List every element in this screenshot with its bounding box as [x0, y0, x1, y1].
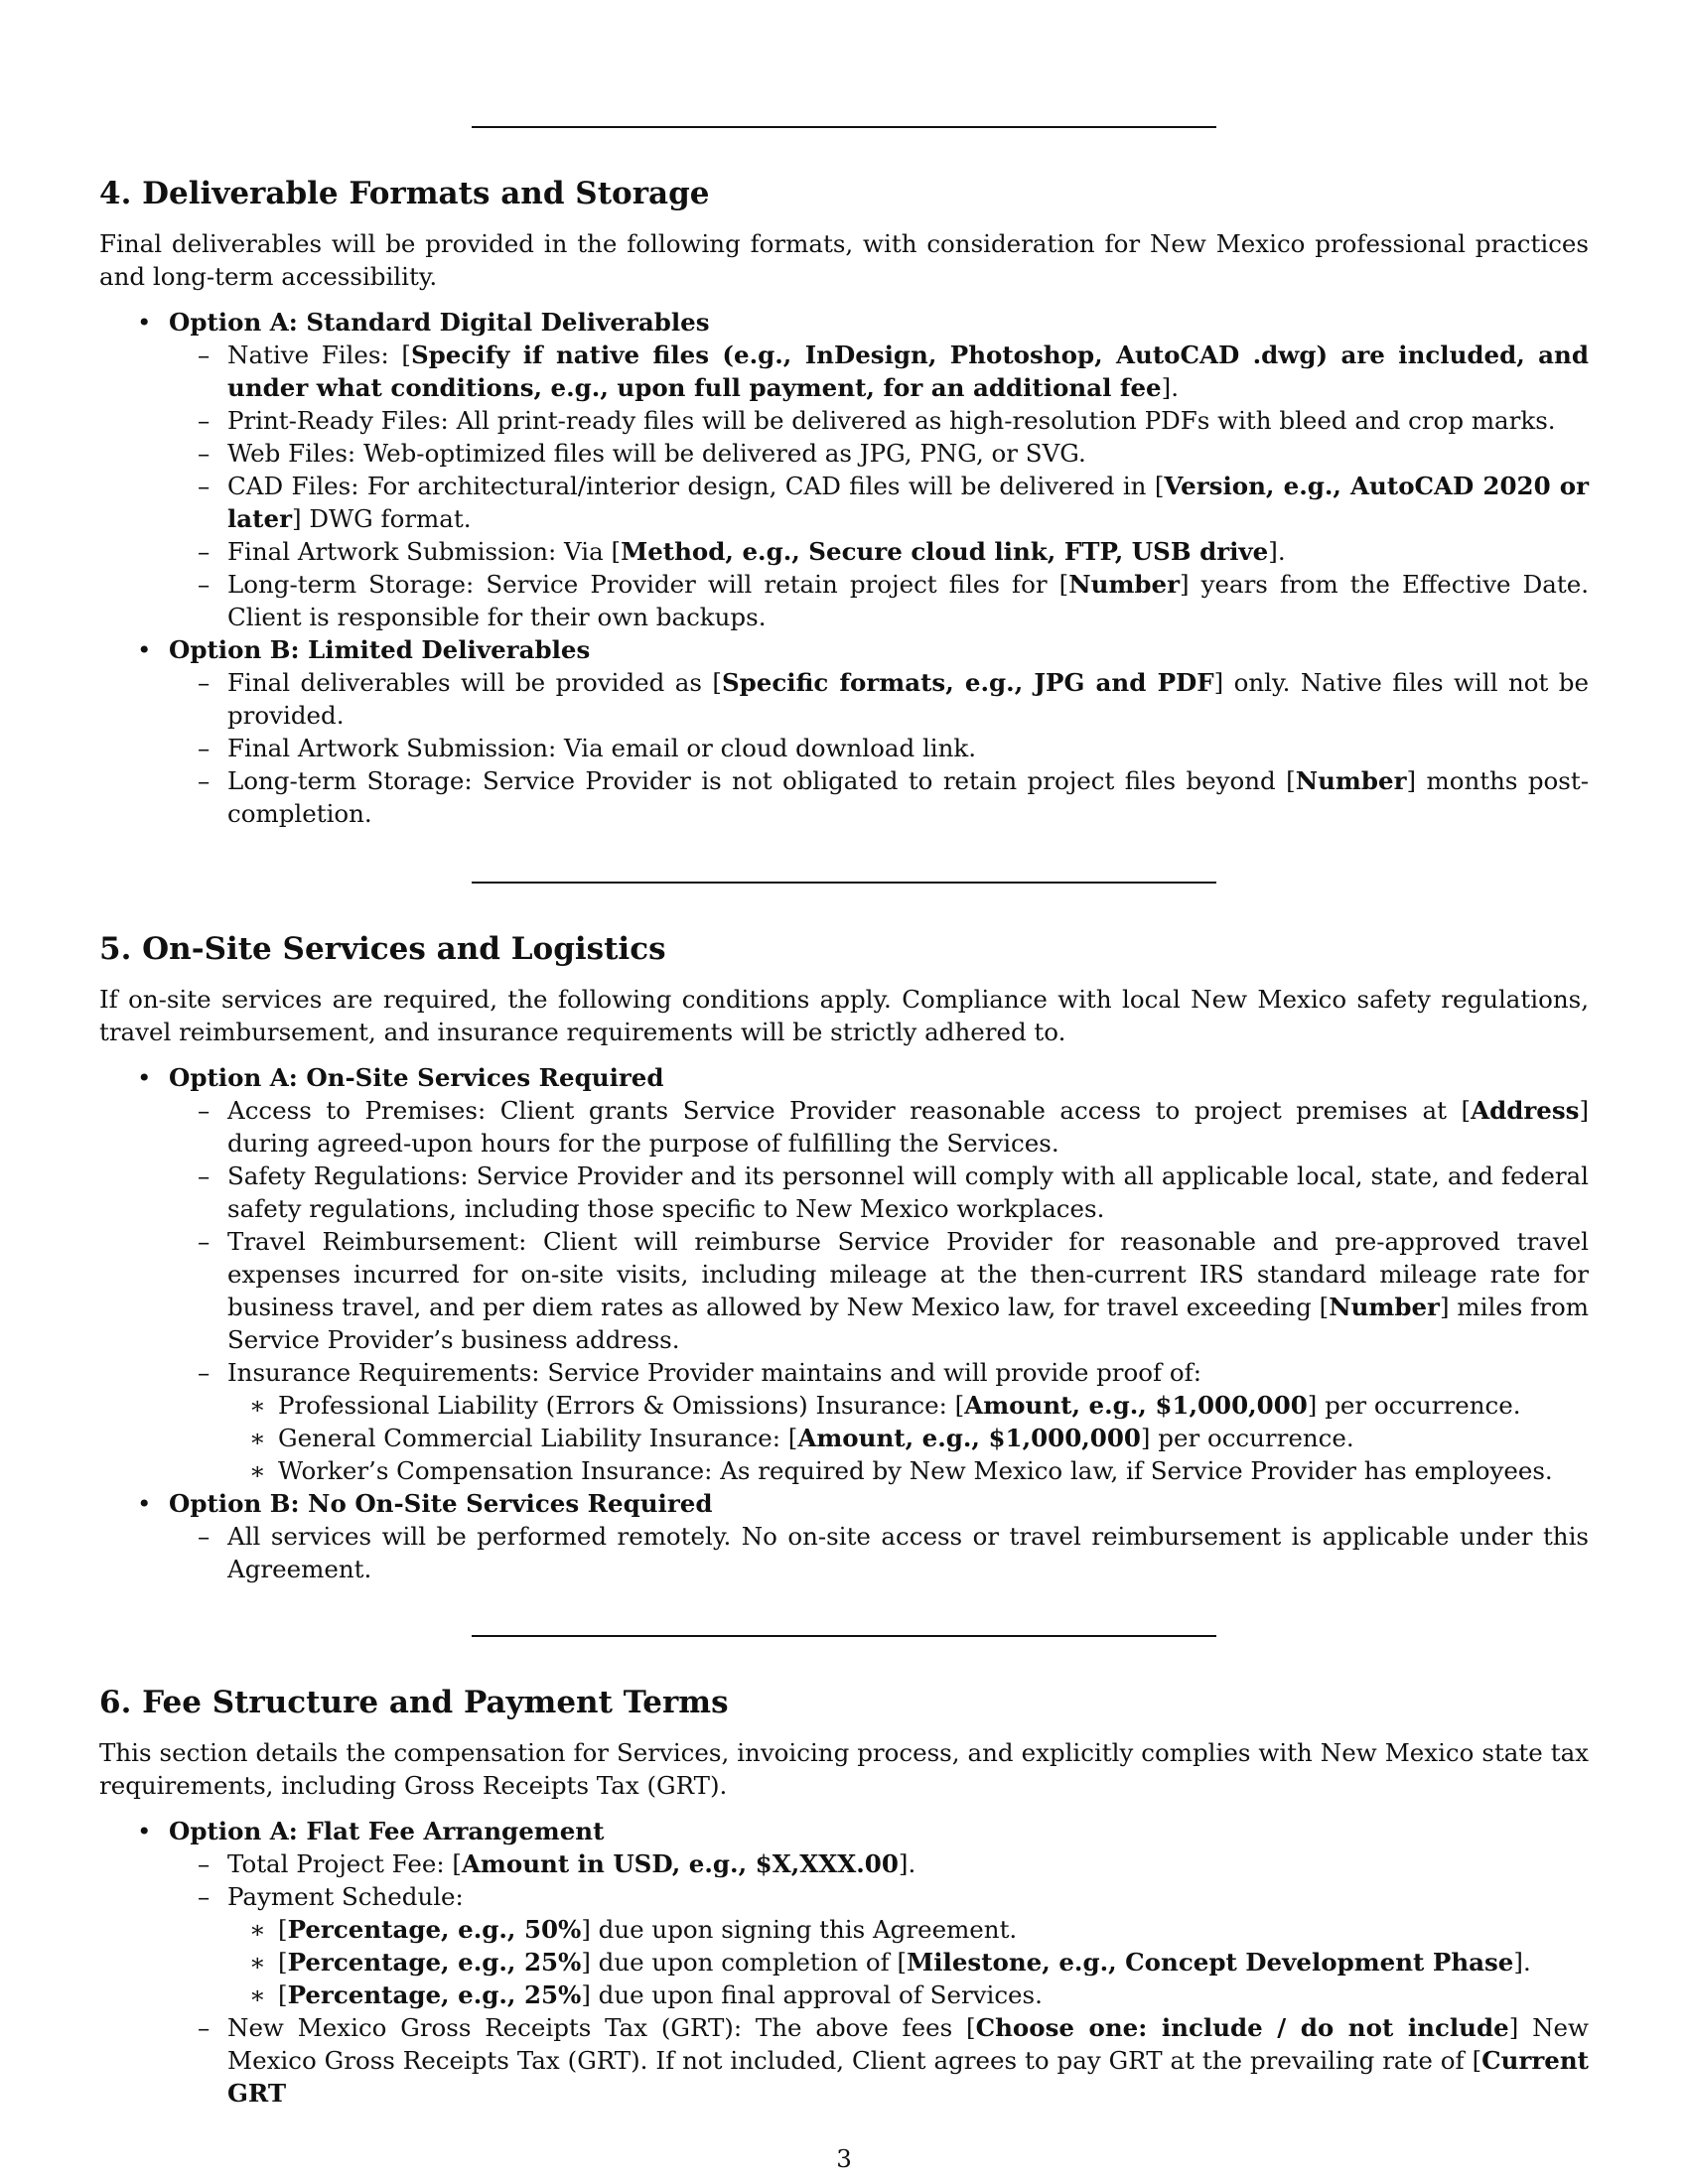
section-5 [99, 931, 1589, 1585]
sub-clause-item [227, 1946, 1589, 1979]
clause-list [169, 1520, 1589, 1585]
sub-clause-item [227, 1913, 1589, 1946]
sub-clause-item [227, 1422, 1589, 1454]
option-item [99, 633, 1589, 830]
placeholder-field: Choose one: include / do not include [975, 2013, 1509, 2042]
clause-text: Worker’s Compensation Insurance: As required by New Mexico law, if Service Provider has employees. [278, 1456, 1553, 1485]
clause-text: ] due upon final approval of Services. [581, 1980, 1043, 2009]
clause-item [169, 437, 1589, 470]
placeholder-field: Percentage, e.g., 50% [287, 1915, 582, 1944]
placeholder-field: Number [1295, 766, 1407, 795]
option-list [99, 1815, 1589, 2110]
section-divider [472, 882, 1216, 884]
option-item [99, 1061, 1589, 1487]
sub-clause-list [227, 1913, 1589, 2011]
section-intro: If on-site services are required, the following conditions apply. Compliance with local New Mexico safety regulations, travel reimbursement, and insurance requirements will be strictly adhered to. [99, 985, 1589, 1046]
clause-item [169, 1847, 1589, 1880]
clause-text: Native Files: [ [227, 341, 411, 369]
clause-text: Final deliverables will be provided as [ [227, 668, 722, 697]
placeholder-field: Number [1329, 1293, 1440, 1321]
clause-item [169, 1225, 1589, 1356]
sub-clause-list [227, 1389, 1589, 1487]
section-heading: 6. Fee Structure and Payment Terms [99, 1685, 729, 1720]
section-intro: Final deliverables will be provided in the following formats, with consideration for New Mexico professional practices and long-term accessibility. [99, 229, 1589, 291]
clause-item [169, 1160, 1589, 1225]
section-4 [99, 176, 1589, 830]
sub-clause-item [227, 1389, 1589, 1422]
clause-text: Access to Premises: Client grants Service Provider reasonable access to project premises at [ [227, 1096, 1472, 1125]
clause-text: ] per occurrence. [1140, 1424, 1354, 1452]
option-title: Option B: No On-Site Services Required [169, 1489, 713, 1518]
placeholder-field: Method, e.g., Secure cloud link, FTP, USB drive [621, 537, 1269, 566]
clause-text: ]. [1161, 373, 1179, 402]
clause-text: [ [278, 1980, 288, 2009]
placeholder-field: Amount, e.g., $1,000,000 [797, 1424, 1141, 1452]
placeholder-field: Milestone, e.g., Concept Development Phase [907, 1948, 1514, 1977]
clause-item [169, 666, 1589, 732]
clause-text: [ [278, 1948, 288, 1977]
clause-text: Professional Liability (Errors & Omissions) Insurance: [ [278, 1391, 965, 1420]
clause-text: ] per occurrence. [1307, 1391, 1521, 1420]
placeholder-field: Amount in USD, e.g., $X,XXX.00 [461, 1849, 899, 1878]
placeholder-field: Percentage, e.g., 25% [287, 1948, 582, 1977]
clause-text: ]. [898, 1849, 916, 1878]
option-list [99, 1061, 1589, 1585]
placeholder-field: Amount, e.g., $1,000,000 [964, 1391, 1308, 1420]
clause-text: ]. [1268, 537, 1286, 566]
clause-list [169, 1094, 1589, 1487]
clause-item [169, 404, 1589, 437]
option-list [99, 306, 1589, 830]
page-number: 3 [836, 2144, 852, 2173]
clause-item [169, 1356, 1589, 1487]
clause-text: New Mexico Gross Receipts Tax (GRT): The above fees [ [227, 2013, 976, 2042]
clause-text: General Commercial Liability Insurance: [ [278, 1424, 798, 1452]
clause-item [169, 339, 1589, 404]
clause-text: Payment Schedule: [227, 1882, 464, 1911]
clause-text: Insurance Requirements: Service Provider maintains and will provide proof of: [227, 1358, 1201, 1387]
section-heading: 4. Deliverable Formats and Storage [99, 176, 710, 211]
clause-item [169, 732, 1589, 764]
clause-text: CAD Files: For architectural/interior design, CAD files will be delivered in [ [227, 472, 1165, 500]
option-item [99, 1487, 1589, 1585]
clause-text: ]. [1513, 1948, 1531, 1977]
clause-list [169, 1847, 1589, 2110]
section-divider [472, 1635, 1216, 1637]
option-item [99, 1815, 1589, 2110]
clause-text: ] miles from Service Provider’s business address. [227, 1293, 1589, 1354]
clause-text: ] New Mexico Gross Receipts Tax (GRT). If not included, Client agrees to pay GRT at the prevailing rate of [ [227, 2013, 1589, 2075]
placeholder-field: Specify if native files (e.g., InDesign, Photoshop, AutoCAD .dwg) are included, and under what conditions, e.g., upon full payment, for an additional fee [227, 341, 1590, 402]
clause-text: Total Project Fee: [ [227, 1849, 462, 1878]
clause-text: ] years from the Effective Date. Client is responsible for their own backups. [227, 570, 1589, 631]
document-page [99, 0, 1589, 2184]
clause-list [169, 339, 1589, 633]
clause-item [169, 764, 1589, 830]
clause-item [169, 1520, 1589, 1585]
clause-item [169, 2011, 1589, 2110]
option-title: Option A: Standard Digital Deliverables [169, 308, 710, 337]
clause-text: ] DWG format. [292, 504, 472, 533]
option-title: Option A: On-Site Services Required [169, 1063, 664, 1092]
sub-clause-item [227, 1979, 1589, 2011]
clause-text: All services will be performed remotely. No on-site access or travel reimbursement is applicable under this Agreement. [227, 1522, 1589, 1583]
clause-text: Safety Regulations: Service Provider and its personnel will comply with all applicable local, state, and federal safety regulations, including those specific to New Mexico workplaces. [227, 1161, 1589, 1223]
clause-text: Long-term Storage: Service Provider is not obligated to retain project files beyond [ [227, 766, 1296, 795]
clause-text: Travel Reimbursement: Client will reimburse Service Provider for reasonable and pre-approved travel expenses incurred for on-site visits, including mileage at the then-current IRS standard mileage rate for business travel, and per diem rates as allowed by New Mexico law, for travel exceeding [ [227, 1227, 1589, 1321]
clause-item [169, 470, 1589, 535]
clause-text: Final Artwork Submission: Via email or cloud download link. [227, 734, 977, 762]
section-intro: This section details the compensation for Services, invoicing process, and explicitly complies with New Mexico state tax requirements, including Gross Receipts Tax (GRT). [99, 1738, 1589, 1800]
clause-item [169, 535, 1589, 568]
sub-clause-item [227, 1454, 1589, 1487]
clause-text: ] months post-completion. [227, 766, 1589, 828]
placeholder-field: Percentage, e.g., 25% [287, 1980, 582, 2009]
option-title: Option A: Flat Fee Arrangement [169, 1817, 605, 1845]
placeholder-field: Number [1068, 570, 1180, 599]
placeholder-field: Current GRT [227, 2046, 1589, 2108]
clause-item [169, 568, 1589, 633]
clause-text: Web Files: Web-optimized files will be delivered as JPG, PNG, or SVG. [227, 439, 1086, 468]
clause-text: ] only. Native files will not be provided. [227, 668, 1589, 730]
placeholder-field: Specific formats, e.g., JPG and PDF [721, 668, 1214, 697]
clause-item [169, 1880, 1589, 2011]
section-heading: 5. On-Site Services and Logistics [99, 931, 666, 967]
clause-text: Long-term Storage: Service Provider will retain project files for [ [227, 570, 1069, 599]
clause-text: [ [278, 1915, 288, 1944]
section-6 [99, 1685, 1589, 2110]
clause-text: Print-Ready Files: All print-ready files will be delivered as high-resolution PDFs with bleed and crop marks. [227, 406, 1556, 435]
clause-text: Final Artwork Submission: Via [ [227, 537, 622, 566]
clause-item [169, 1094, 1589, 1160]
section-divider [472, 126, 1216, 128]
clause-text: ] due upon signing this Agreement. [581, 1915, 1018, 1944]
placeholder-field: Address [1471, 1096, 1580, 1125]
option-title: Option B: Limited Deliverables [169, 635, 591, 664]
option-item [99, 306, 1589, 633]
placeholder-field: Version, e.g., AutoCAD 2020 or later [227, 472, 1590, 533]
clause-text: ] due upon completion of [ [581, 1948, 908, 1977]
clause-text: ] during agreed-upon hours for the purpose of fulfilling the Services. [227, 1096, 1589, 1158]
clause-list [169, 666, 1589, 830]
